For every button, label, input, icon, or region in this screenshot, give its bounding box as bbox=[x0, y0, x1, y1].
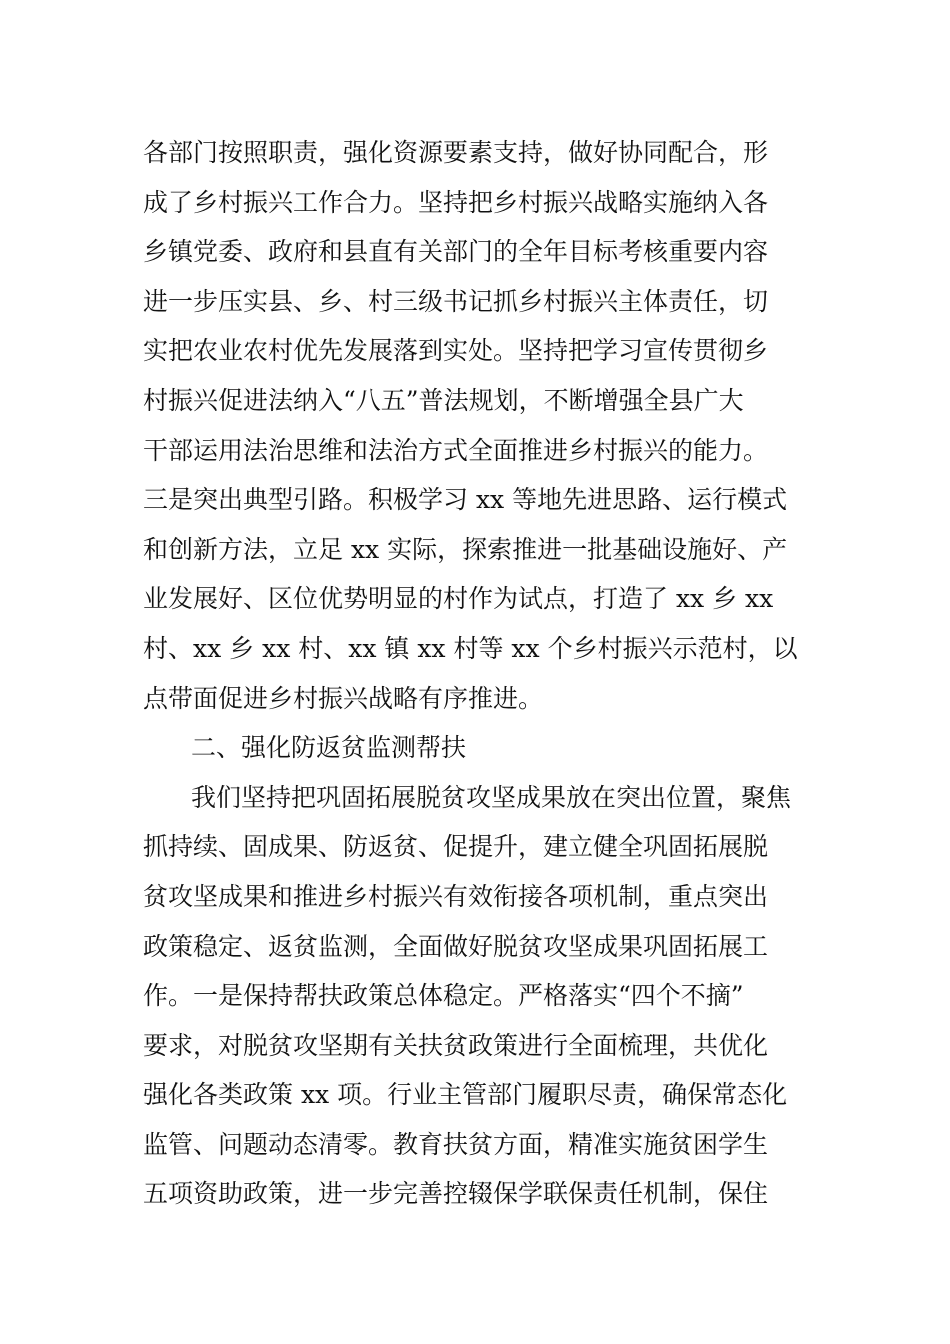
text-line: 点带面促进乡村振兴战略有序推进。 bbox=[143, 683, 544, 713]
body-text bbox=[143, 128, 813, 1219]
text-line: 要求，对脱贫攻坚期有关扶贫政策进行全面梳理，共优化 bbox=[143, 1030, 769, 1060]
text-line: 乡镇党委、政府和县直有关部门的全年目标考核重要内容 bbox=[143, 237, 769, 267]
section-heading: 二、强化防返贫监测帮扶 bbox=[191, 733, 467, 763]
paragraph-first-line: 我们坚持把巩固拓展脱贫攻坚成果放在突出位置，聚焦 bbox=[191, 782, 792, 812]
text-line: 政策稳定、返贫监测，全面做好脱贫攻坚成果巩固拓展工 bbox=[143, 931, 769, 961]
text-line: 贫攻坚成果和推进乡村振兴有效衔接各项机制，重点突出 bbox=[143, 881, 769, 911]
text-line: 成了乡村振兴工作合力。坚持把乡村振兴战略实施纳入各 bbox=[143, 187, 769, 217]
text-line: 村振兴促进法纳入“八五”普法规划，不断增强全县广大 bbox=[143, 385, 744, 415]
text-line: 各部门按照职责，强化资源要素支持，做好协同配合，形 bbox=[143, 138, 769, 167]
text-line: 强化各类政策 xx 项。行业主管部门履职尽责，确保常态化 bbox=[143, 1080, 788, 1110]
text-line: 三是突出典型引路。积极学习 xx 等地先进思路、运行模式 bbox=[143, 485, 788, 515]
text-line: 干部运用法治思维和法治方式全面推进乡村振兴的能力。 bbox=[143, 435, 769, 465]
text-line: 村、xx 乡 xx 村、xx 镇 xx 村等 xx 个乡村振兴示范村，以 bbox=[143, 633, 798, 663]
text-line: 抓持续、固成果、防返贫、促提升，建立健全巩固拓展脱 bbox=[143, 832, 769, 862]
text-line: 和创新方法，立足 xx 实际，探索推进一批基础设施好、产 bbox=[143, 534, 788, 564]
text-line: 作。一是保持帮扶政策总体稳定。严格落实“四个不摘” bbox=[143, 981, 744, 1011]
text-line: 业发展好、区位优势明显的村作为试点，打造了 xx 乡 xx bbox=[143, 584, 774, 614]
text-line: 五项资助政策，进一步完善控辍保学联保责任机制，保住 bbox=[143, 1179, 769, 1209]
text-line: 实把农业农村优先发展落到实处。坚持把学习宣传贯彻乡 bbox=[143, 336, 769, 366]
text-line: 进一步压实县、乡、村三级书记抓乡村振兴主体责任，切 bbox=[143, 286, 769, 316]
text-line: 监管、问题动态清零。教育扶贫方面，精准实施贫困学生 bbox=[143, 1129, 769, 1159]
